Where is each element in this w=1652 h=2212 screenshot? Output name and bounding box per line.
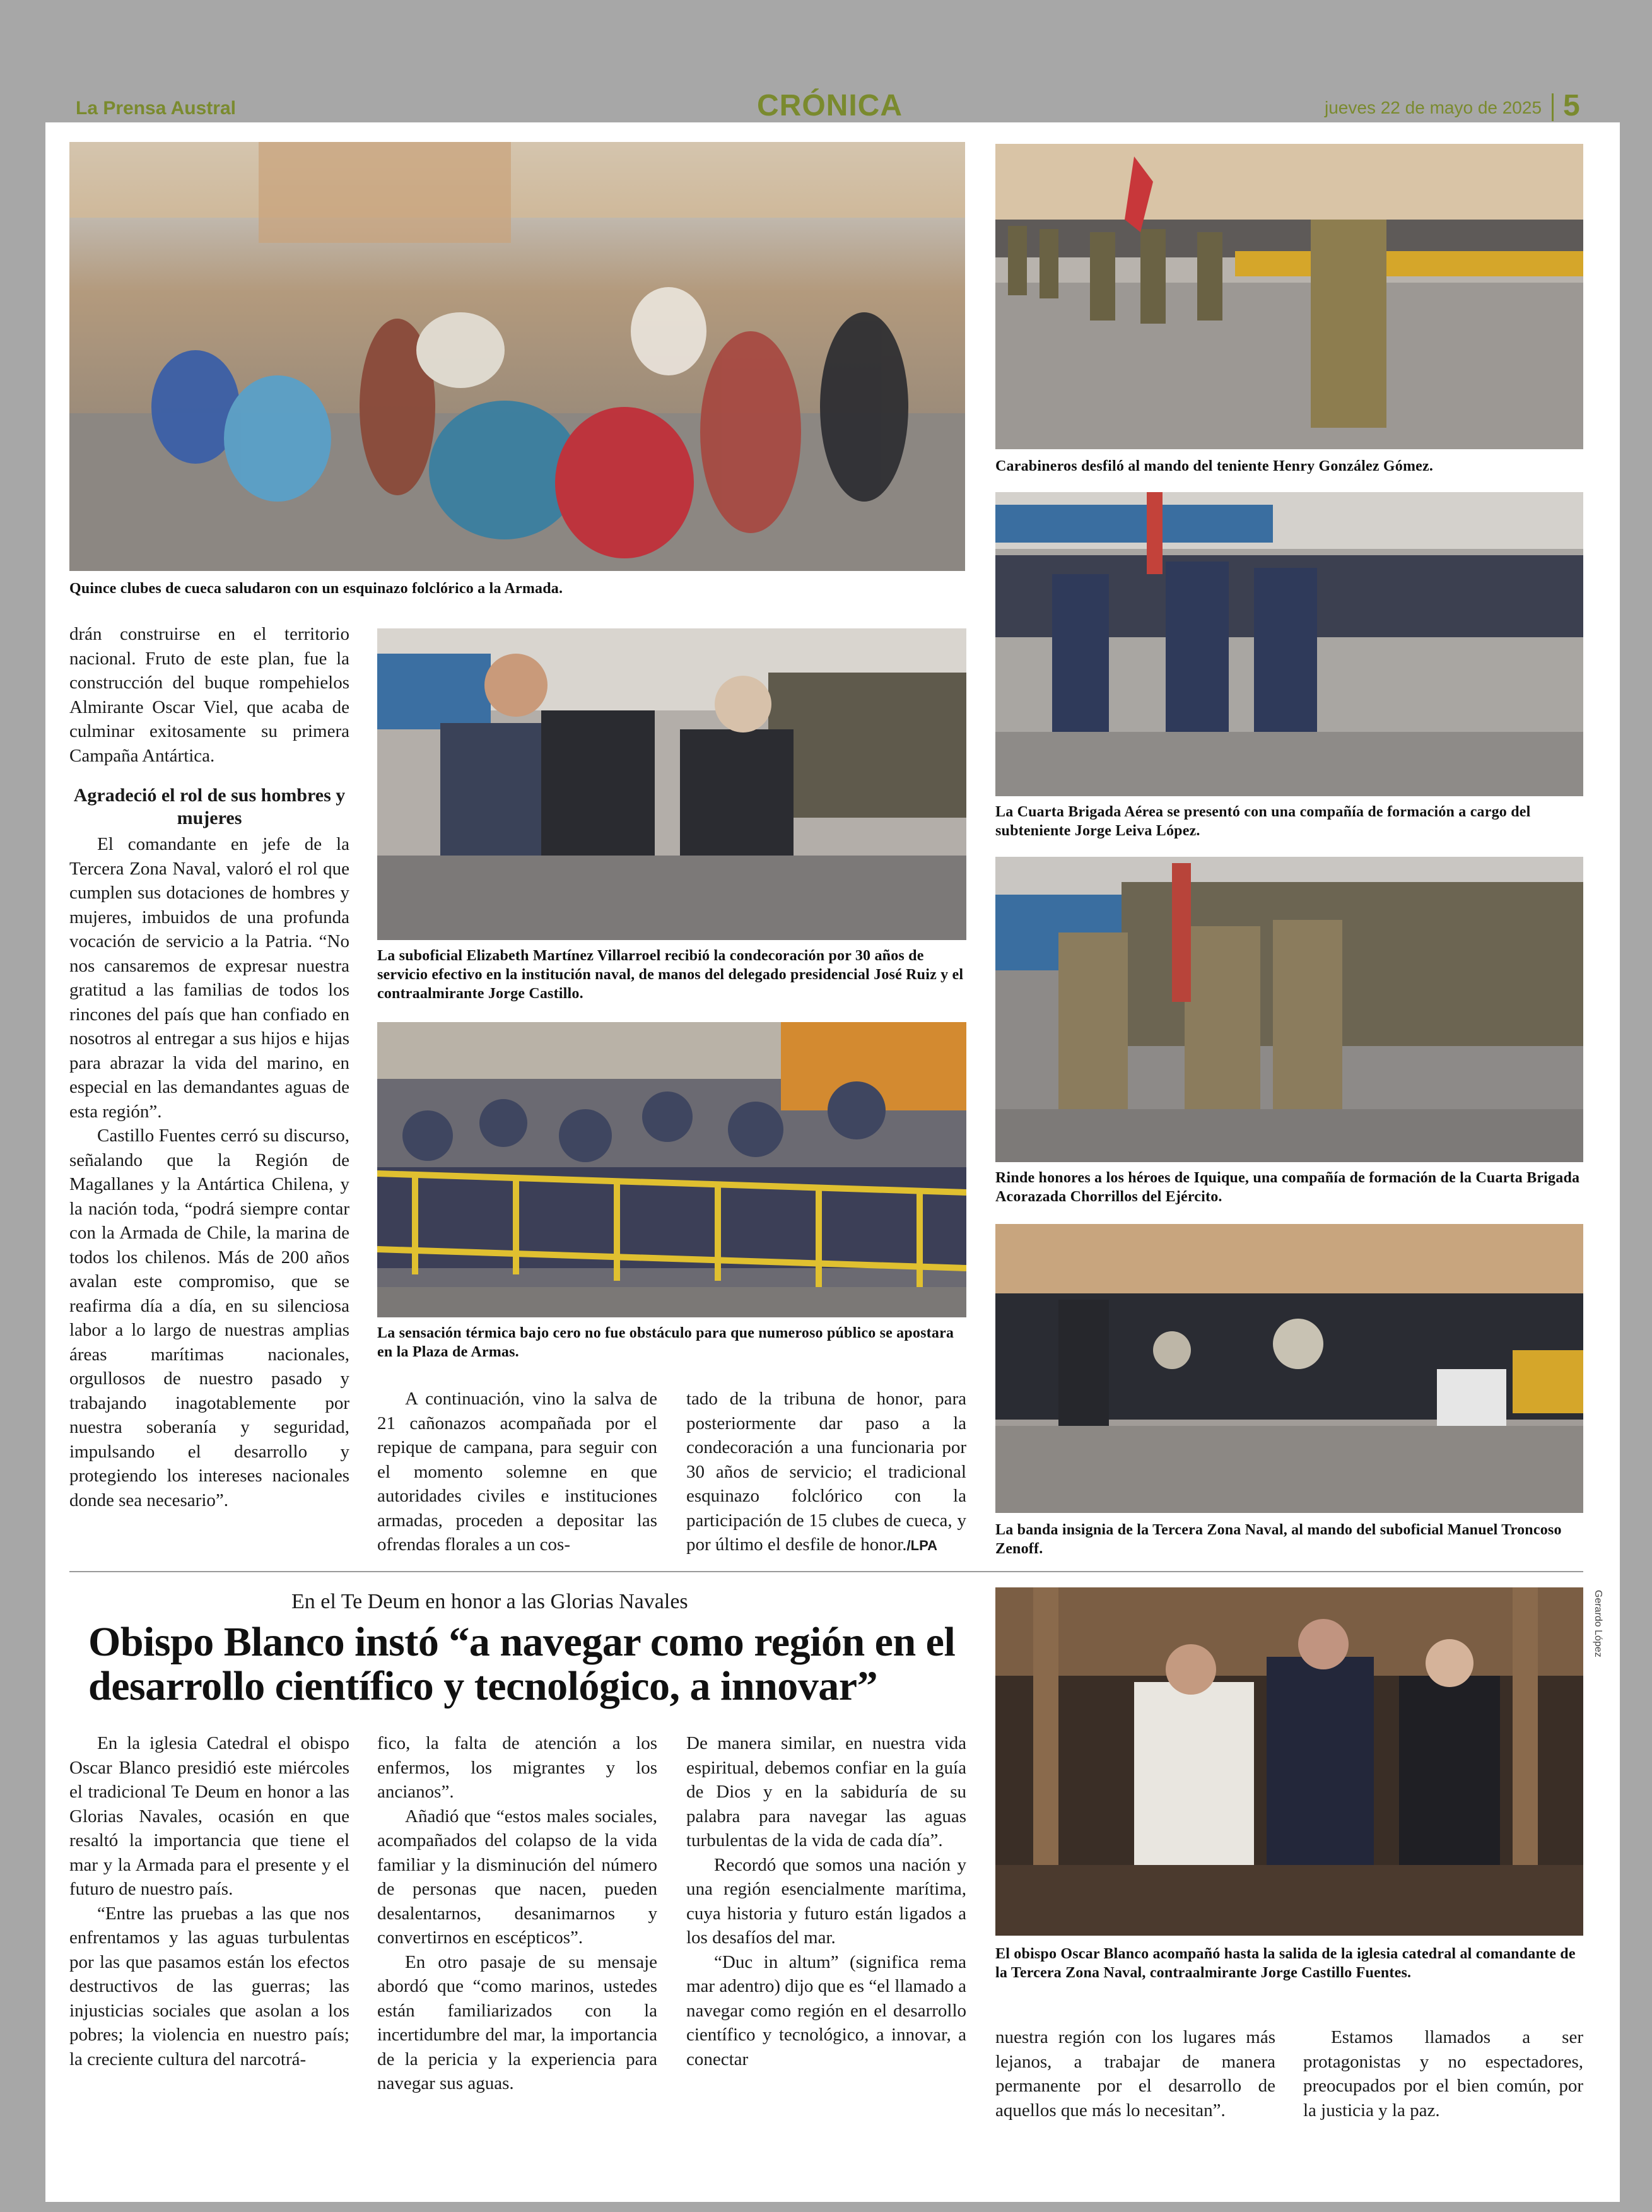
article1-column-2	[377, 1387, 657, 1557]
article2-column-1	[69, 1731, 349, 2071]
article2-paragraph: fico, la falta de atención a los enfermos, los migrantes y los ancianos”.	[377, 1733, 657, 1802]
caption-cueca: Quince clubes de cueca saludaron con un esquinazo folclórico a la Armada.	[69, 580, 563, 597]
issue-date: jueves 22 de mayo de 2025	[1325, 98, 1542, 117]
caption-brigada-aerea: La Cuarta Brigada Aérea se presentó con una compañía de formación a cargo del subteniente Jorge Leiva López.	[995, 804, 1531, 839]
article2-paragraph: “Entre las pruebas a las que nos enfrentamos y las aguas turbulentas por las que pasamos están los efectos destructivos de las guerras; las injusticias sociales que asolan a los pobres; la violencia en nuestro país; la creciente cultura del narcotrá-	[69, 1903, 349, 2069]
newspaper-brand: La Prensa Austral	[76, 98, 236, 119]
article1-column-3	[686, 1387, 966, 1558]
photo-ejercito	[995, 857, 1583, 1162]
caption-condecoracion: La suboficial Elizabeth Martínez Villarroel recibió la condecoración por 30 años de servicio efectivo en la institución naval, de manos del delegado presidencial José Ruiz y el contraalmirante Jorge Castillo.	[377, 948, 964, 1002]
article2-paragraph: En la iglesia Catedral el obispo Oscar Blanco presidió este miércoles el tradicional Te Deum en honor a las Glorias Navales, ocasión en que resaltó la importancia que tiene el mar y la Armada para el presente y el futuro de nuestro país.	[69, 1733, 349, 1899]
article1-column-1	[69, 622, 349, 1512]
photo-obispo-catedral	[995, 1587, 1583, 1936]
article2-paragraph: “Duc in altum” (significa rema mar adentro) dijo que es “el llamado a navegar como región en el desarrollo científico y tecnológico, a innovar, a conectar	[686, 1951, 966, 2069]
photo-publico	[377, 1022, 966, 1317]
article2-column-2	[377, 1731, 657, 2096]
photo-condecoracion	[377, 628, 966, 940]
article1-signature: /LPA	[906, 1538, 938, 1553]
article1-subhead: Agradeció el rol de sus hombres y mujeres	[73, 785, 346, 828]
article1-paragraph: A continuación, vino la salva de 21 cañonazos acompañada por el repique de campana, para seguir con el momento solemne en que autoridades civiles e instituciones armadas, proceden a depositar las ofrendas florales a un cos-	[377, 1389, 657, 1555]
caption-banda: La banda insignia de la Tercera Zona Naval, al mando del suboficial Manuel Troncoso Zenoff.	[995, 1522, 1562, 1557]
masthead-divider	[1552, 93, 1554, 121]
article2-paragraph: De manera similar, en nuestra vida espiritual, debemos confiar en la guía de Dios y en la sabiduría de su palabra para navegar las aguas turbulentas de la vida de cada día”.	[686, 1733, 966, 1850]
article2-paragraph: Recordó que somos una nación y una región esencialmente marítima, cuya historia y futuro están ligados a los desafíos del mar.	[686, 1854, 966, 1948]
masthead	[0, 0, 1652, 122]
article2-kicker: En el Te Deum en honor a las Glorias Navales	[291, 1590, 688, 1613]
caption-obispo: El obispo Oscar Blanco acompañó hasta la salida de la iglesia catedral al comandante de la Tercera Zona Naval, contraalmirante Jorge Castillo Fuentes.	[995, 1946, 1576, 1981]
photo-carabineros	[995, 144, 1583, 449]
article2-column-5	[1303, 2025, 1583, 2122]
photo-banda	[995, 1224, 1583, 1513]
photo-brigada-aerea	[995, 492, 1583, 796]
photo-cueca-dancers	[69, 142, 965, 571]
article2-column-3	[686, 1731, 966, 2071]
article1-paragraph	[686, 1387, 966, 1558]
article2-paragraph: En otro pasaje de su mensaje abordó que “como marinos, ustedes están familiarizados con la incertidumbre del mar, la importancia de la pericia y la experiencia para navegar sus aguas.	[377, 1951, 657, 2093]
article1-paragraph: drán construirse en el territorio nacional. Fruto de este plan, fue la construcción del buque rompehielos Almirante Oscar Viel, que acaba de culminar exitosamente su primera Campaña Antártica.	[69, 624, 349, 766]
article1-paragraph: El comandante en jefe de la Tercera Zona Naval, valoró el rol que cumplen sus dotaciones de hombres y mujeres, imbuidos de una profunda vocación de servicio a la Patria. “No nos cansaremos de expresar nuestra gratitud a las familias de todos los rincones del país que han confiado en nosotros al entregar a sus hijos e hijas para abrazar la vida del marino, en especial en las demandantes aguas de esta región”.	[69, 834, 349, 1122]
article2-column-4	[995, 2025, 1275, 2122]
article2-headline: Obispo Blanco instó “a navegar como región en el desarrollo científico y tecnológico, a innovar”	[88, 1619, 956, 1709]
photo-credit: Gerardo López	[1593, 1590, 1603, 1657]
caption-carabineros: Carabineros desfiló al mando del teniente Henry González Gómez.	[995, 458, 1434, 474]
article1-paragraph-text: tado de la tribuna de honor, para posteriormente dar paso a la condecoración a una funcionaria por 30 años de servicio; el tradicional esquinazo folclórico con la participación de 15 clubes de cueca, y por último el desfile de honor.	[686, 1389, 966, 1555]
section-divider	[69, 1571, 1583, 1572]
article2-paragraph: Estamos llamados a ser protagonistas y no espectadores, preocupados por el bien común, por la justicia y la paz.	[1303, 2027, 1583, 2121]
article1-paragraph: Castillo Fuentes cerró su discurso, señalando que la Región de Magallanes y la Antártica Chilena, y la nación toda, “podrá siempre contar con la Armada de Chile, la marina de todos los chilenos. Más de 200 años avalan este compromiso, que se reafirma día a día, en su silenciosa labor a lo largo de nuestras amplias áreas marítimas nacionales, orgullosos de nuestro pasado y trabajando inagotablemente por nuestra soberanía y seguridad, impulsando el desarrollo y protegiendo los intereses nacionales donde sea necesario”.	[69, 1126, 349, 1510]
section-title: CRÓNICA	[757, 89, 903, 122]
caption-publico: La sensación térmica bajo cero no fue obstáculo para que numeroso público se apostara en la Plaza de Armas.	[377, 1325, 954, 1360]
page-number: 5	[1563, 89, 1580, 122]
article2-paragraph: Añadió que “estos males sociales, acompañados del colapso de la vida familiar y la disminución del número de personas que nacen, pueden desalentarnos, desanimarnos y convertirnos en escépticos”.	[377, 1806, 657, 1948]
article2-paragraph: nuestra región con los lugares más lejanos, a trabajar de manera permanente por el desarrollo de aquellos que más lo necesitan”.	[995, 2027, 1275, 2121]
caption-ejercito: Rinde honores a los héroes de Iquique, una compañía de formación de la Cuarta Brigada Acorazada Chorrillos del Ejército.	[995, 1170, 1580, 1205]
